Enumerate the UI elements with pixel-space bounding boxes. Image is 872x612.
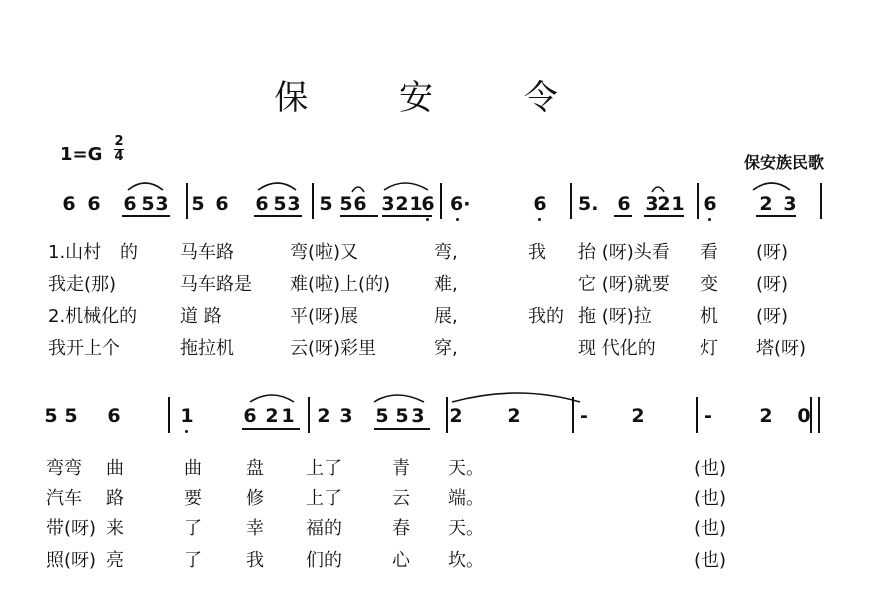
note: - <box>580 405 588 427</box>
octave-dot <box>708 218 711 221</box>
lyric-word: 要 <box>184 488 202 509</box>
bar-line <box>696 397 698 433</box>
octave-dot <box>538 218 541 221</box>
lyric-word: (呀) <box>756 306 789 327</box>
lyric-word: 拖拉机 <box>180 338 234 359</box>
note: 1 <box>409 193 423 215</box>
note: 5 <box>191 193 205 215</box>
beam-underline <box>254 215 302 217</box>
note: 6 <box>353 193 367 215</box>
note: 6 <box>617 193 631 215</box>
lyric-word: 上了 <box>306 458 342 479</box>
lyric-word: 云(呀)彩里 <box>290 338 377 359</box>
lyric-word: 看 <box>700 242 718 263</box>
note: 2 <box>449 405 463 427</box>
note: 5 <box>64 405 78 427</box>
lyric-word: 们的 <box>306 550 342 571</box>
lyric-word: 我开上个 <box>48 338 120 359</box>
note: 6· <box>450 193 471 215</box>
note: 2 <box>395 193 409 215</box>
note: 6 <box>533 193 547 215</box>
lyric-word: 拖 (呀)拉 <box>578 306 652 327</box>
lyric-word: 春 <box>392 518 410 539</box>
lyric-word: 盘 <box>246 458 264 479</box>
note: 6 <box>215 193 229 215</box>
beam-underline <box>382 215 432 217</box>
lyric-word: 我走(那) <box>48 274 117 295</box>
note: 1 <box>281 405 295 427</box>
lyric-word: 我的 <box>528 306 564 327</box>
lyric-word: 我 <box>246 550 264 571</box>
lyric-word: 照(呀) <box>46 550 97 571</box>
note: 6 <box>123 193 137 215</box>
lyric-word: 福的 <box>306 518 342 539</box>
lyric-word: 曲 <box>184 458 202 479</box>
bar-line <box>312 183 314 219</box>
beam-underline <box>756 215 796 217</box>
note: 3 <box>411 405 425 427</box>
time-signature-bottom: 4 <box>114 149 124 164</box>
note: 5 <box>44 405 58 427</box>
lyric-word: 的 <box>120 242 138 263</box>
note: 3 <box>381 193 395 215</box>
lyric-word: (也) <box>694 550 727 571</box>
song-title: 保 安 令 <box>274 78 598 118</box>
lyric-word: (也) <box>694 518 727 539</box>
note: 5 <box>319 193 333 215</box>
lyric-word: (呀) <box>756 242 789 263</box>
note: 5 <box>395 405 409 427</box>
note: 6 <box>87 193 101 215</box>
lyric-word: 它 (呀)就要 <box>578 274 670 295</box>
bar-line <box>818 397 820 433</box>
bar-line <box>570 183 572 219</box>
bar-line <box>446 397 448 433</box>
lyric-word: 亮 <box>106 550 124 571</box>
lyric-word: 难, <box>434 274 458 295</box>
note: 6 <box>62 193 76 215</box>
lyric-word: 带(呀) <box>46 518 97 539</box>
bar-line <box>186 183 188 219</box>
note: 2 <box>317 405 331 427</box>
octave-dot <box>185 430 188 433</box>
lyric-word: 路 <box>106 488 124 509</box>
lyric-word: 坎。 <box>448 550 484 571</box>
lyric-word: 天。 <box>448 458 484 479</box>
note: 6 <box>255 193 269 215</box>
note: 3 <box>287 193 301 215</box>
lyric-word: 塔(呀) <box>756 338 807 359</box>
lyric-word: 弯弯 <box>46 458 82 479</box>
note: 5 <box>375 405 389 427</box>
lyric-word: 机 <box>700 306 718 327</box>
octave-dot <box>456 218 459 221</box>
note: 5 <box>339 193 353 215</box>
lyric-word: 了 <box>184 518 202 539</box>
note: 6 <box>703 193 717 215</box>
beam-underline <box>122 215 170 217</box>
lyric-word: 我 <box>528 242 546 263</box>
lyric-word: 幸 <box>246 518 264 539</box>
note: 5 <box>141 193 155 215</box>
note: 5 <box>273 193 287 215</box>
note: 6 <box>421 193 435 215</box>
bar-line <box>697 183 699 219</box>
lyric-word: 了 <box>184 550 202 571</box>
bar-line <box>308 397 310 433</box>
note: 1 <box>671 193 685 215</box>
lyric-word: 弯(啦)又 <box>290 242 359 263</box>
beam-underline <box>242 428 300 430</box>
lyric-word: 灯 <box>700 338 718 359</box>
lyric-word: (也) <box>694 458 727 479</box>
lyric-word: 展, <box>434 306 458 327</box>
lyric-word: 汽车 <box>46 488 82 509</box>
note: 3 <box>783 193 797 215</box>
note: 0 <box>797 405 811 427</box>
note: 2 <box>265 405 279 427</box>
lyric-word: 穿, <box>434 338 458 359</box>
lyric-word: 变 <box>700 274 718 295</box>
lyric-word: 弯, <box>434 242 458 263</box>
octave-dot <box>426 218 429 221</box>
lyric-word: (呀) <box>756 274 789 295</box>
note: 1 <box>180 405 194 427</box>
lyric-word: 青 <box>392 458 410 479</box>
lyric-word: 抬 (呀)头看 <box>578 242 670 263</box>
beam-underline <box>644 215 684 217</box>
bar-line <box>572 397 574 433</box>
lyric-word: 上了 <box>306 488 342 509</box>
note: 3 <box>155 193 169 215</box>
lyric-word: 现 代化的 <box>578 338 656 359</box>
note: 2 <box>759 193 773 215</box>
time-signature-top: 2 <box>114 134 124 149</box>
lyric-word: 马车路 <box>180 242 234 263</box>
note: 2 <box>657 193 671 215</box>
key-signature: 1=G <box>60 144 103 165</box>
bar-line <box>440 183 442 219</box>
note: 2 <box>507 405 521 427</box>
time-signature <box>114 136 124 163</box>
lyric-word: 1.山村 <box>48 242 102 263</box>
lyric-word: 心 <box>392 550 410 571</box>
lyric-word: 云 <box>392 488 410 509</box>
note: 2 <box>631 405 645 427</box>
lyric-word: 道 路 <box>180 306 222 327</box>
note: 6 <box>243 405 257 427</box>
lyric-word: 难(啦)上(的) <box>290 274 391 295</box>
beam-underline <box>374 428 430 430</box>
lyric-word: 修 <box>246 488 264 509</box>
lyric-word: 端。 <box>448 488 484 509</box>
note: 6 <box>107 405 121 427</box>
lyric-word: 平(呀)展 <box>290 306 359 327</box>
bar-line <box>168 397 170 433</box>
attribution: 保安族民歌 <box>744 153 825 172</box>
beam-underline <box>340 215 378 217</box>
lyric-word: 曲 <box>106 458 124 479</box>
lyric-word: (也) <box>694 488 727 509</box>
lyric-word: 天。 <box>448 518 484 539</box>
bar-line <box>810 397 812 433</box>
lyric-word: 2.机械化的 <box>48 306 138 327</box>
note: 3 <box>339 405 353 427</box>
lyric-word: 来 <box>106 518 124 539</box>
bar-line <box>820 183 822 219</box>
note: 3 <box>645 193 659 215</box>
note: 2 <box>759 405 773 427</box>
note: - <box>704 405 712 427</box>
note: 5. <box>578 193 599 215</box>
beam-underline <box>614 215 632 217</box>
lyric-word: 马车路是 <box>180 274 252 295</box>
